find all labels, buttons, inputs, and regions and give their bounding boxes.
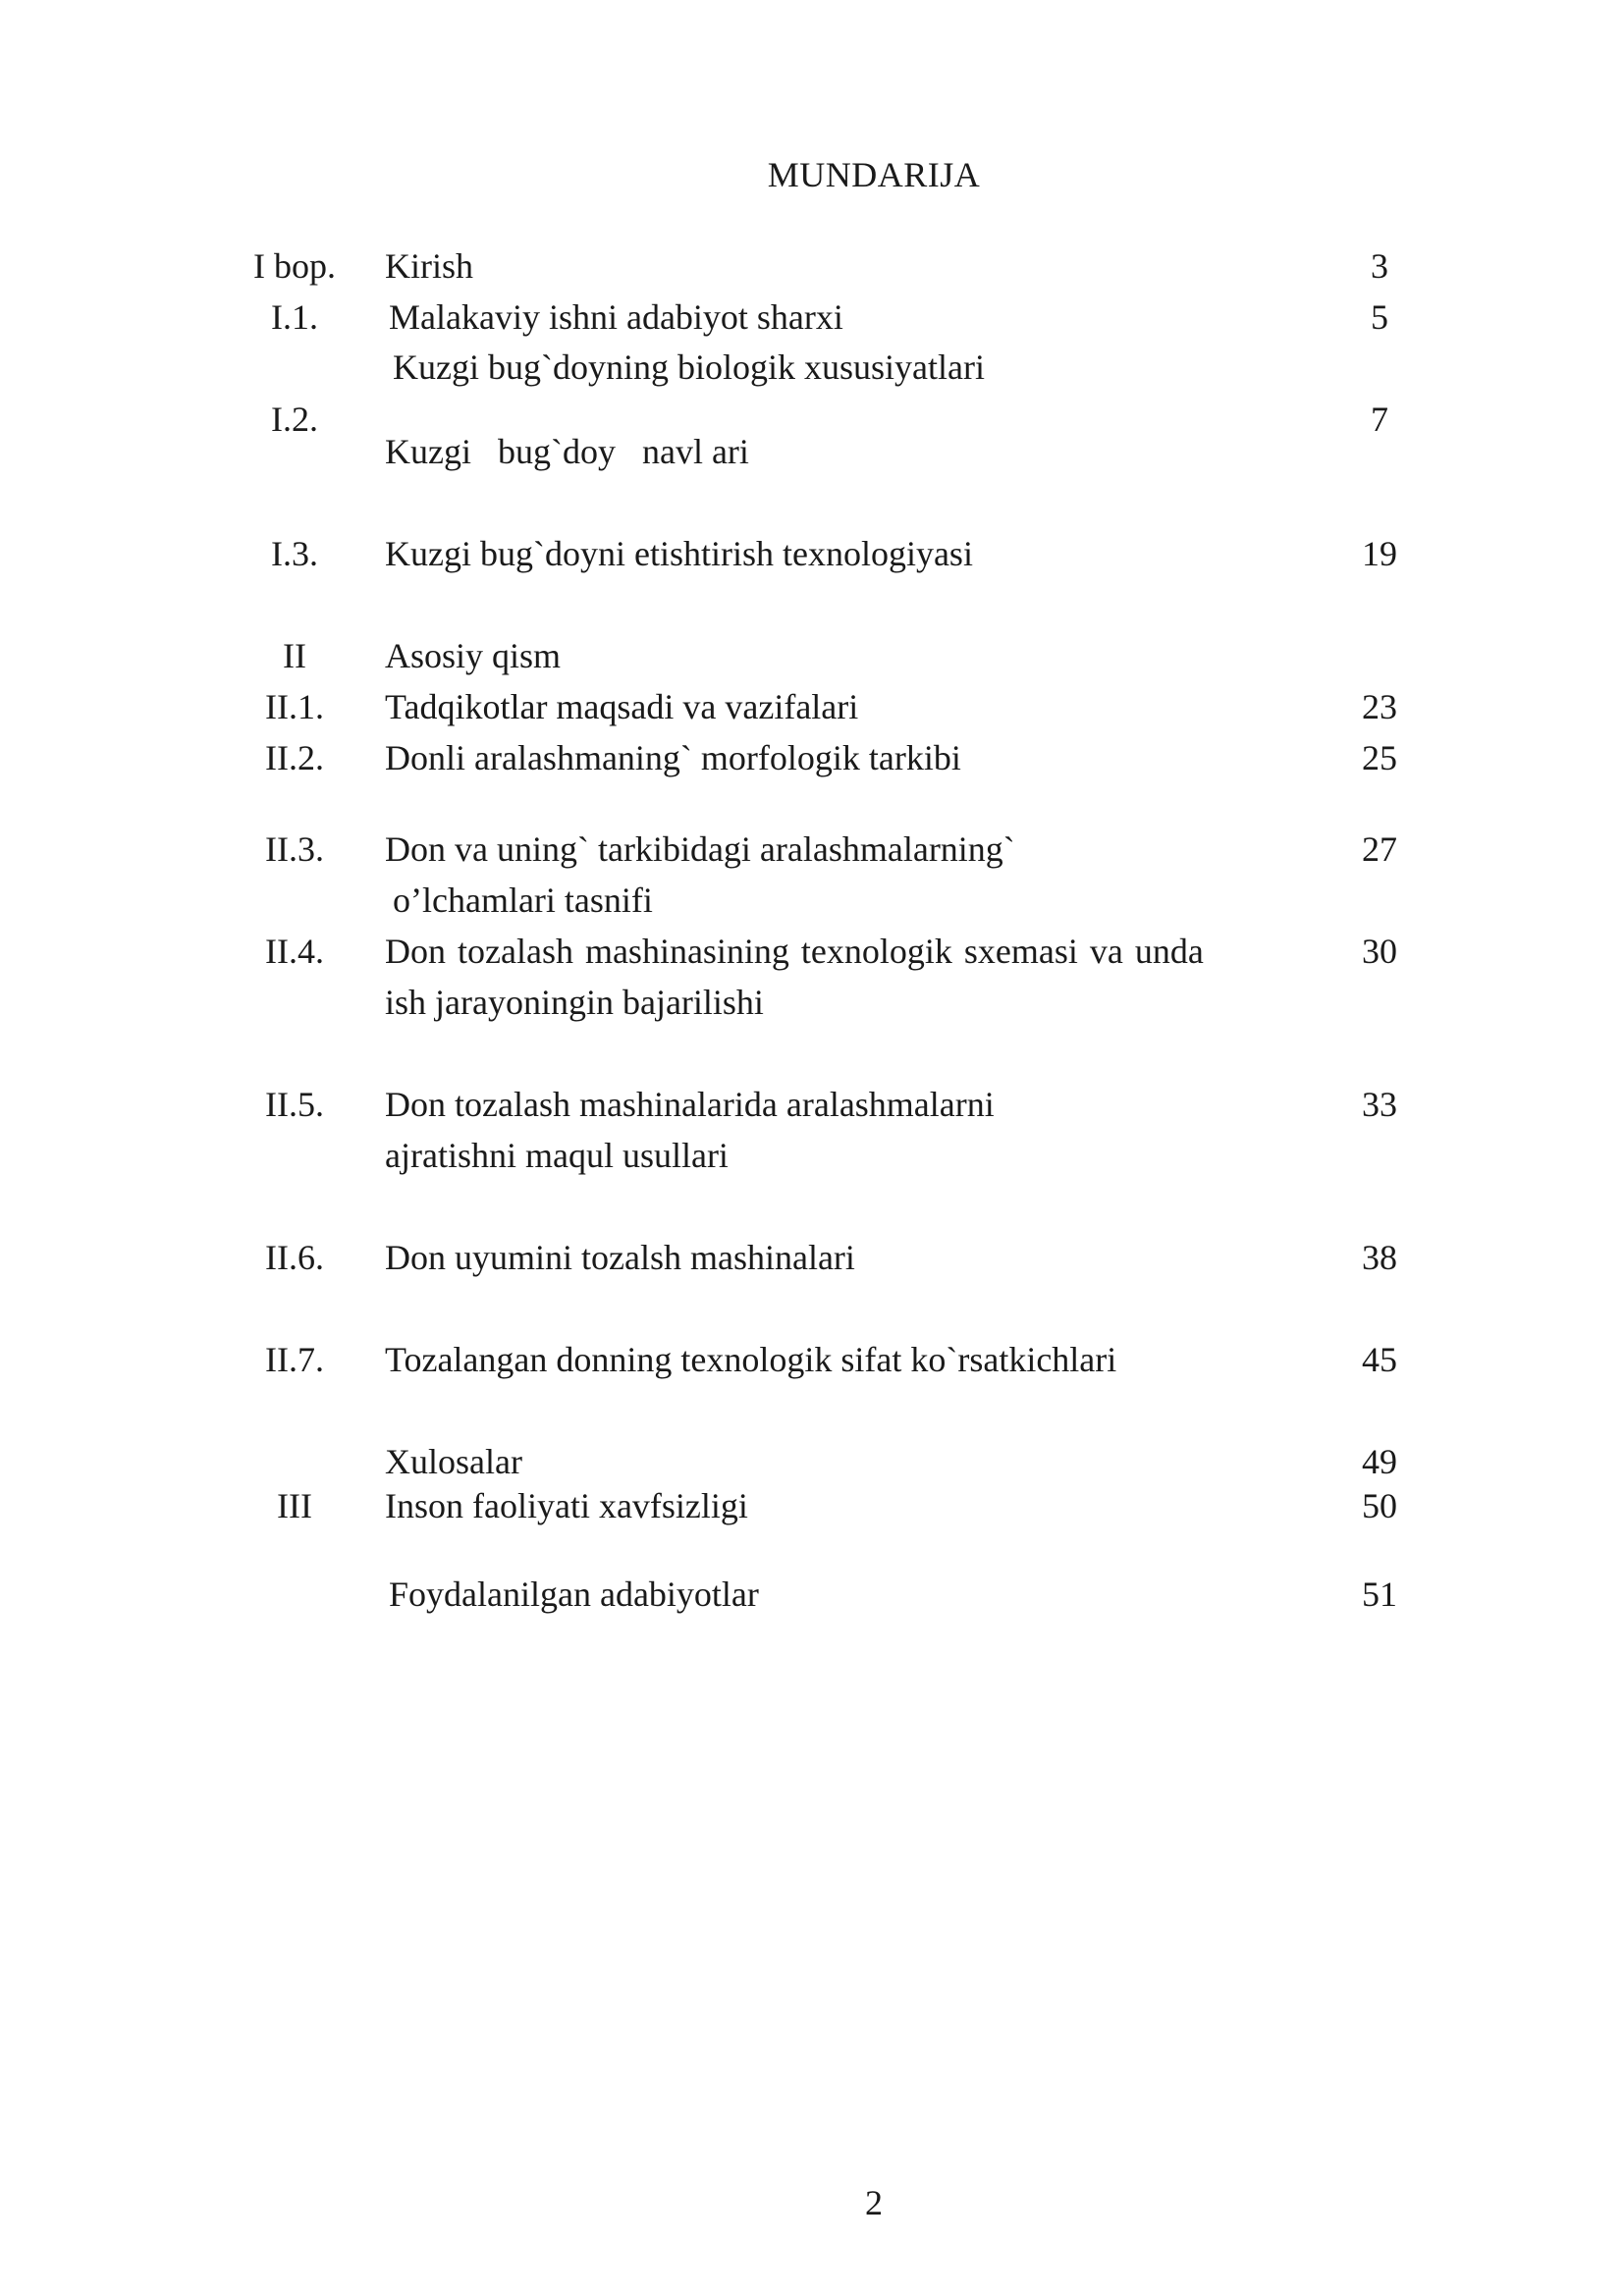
toc-entry-title: Malakaviy ishni adabiyot sharxi — [389, 297, 843, 337]
toc-entry-page: 51 — [1362, 1575, 1397, 1614]
toc-entry-title: Xulosalar — [385, 1442, 522, 1481]
toc-entry-title-line: Kuzgi bug`doy navl ari — [385, 432, 749, 471]
toc-entry-page: 3 — [1371, 246, 1388, 286]
toc-entry-number: II — [283, 636, 306, 675]
toc-entry-number: II.5. — [265, 1085, 324, 1124]
toc-entry-title: Foydalanilgan adabiyotlar — [389, 1575, 759, 1614]
toc-entry-number: I.3. — [271, 534, 318, 573]
toc-entry-title: Donli aralashmaning` morfologik tarkibi — [385, 738, 961, 777]
toc-entry-number: II.1. — [265, 687, 324, 726]
toc-entry-title: Kuzgi bug`doyni etishtirish texnologiyasi — [385, 534, 973, 573]
page-number: 2 — [865, 2183, 883, 2222]
toc-entry-title-line: ajratishni maqul usullari — [385, 1136, 729, 1175]
toc-entry-number: I bop. — [253, 246, 336, 286]
toc-entry-page: 33 — [1362, 1085, 1397, 1124]
toc-entry-page: 7 — [1371, 400, 1388, 439]
toc-entry-page: 25 — [1362, 738, 1397, 777]
toc-entry-number: II.7. — [265, 1340, 324, 1379]
toc-entry-page: 19 — [1362, 534, 1397, 573]
toc-entry-title: Asosiy qism — [385, 636, 562, 675]
toc-entry-title: Tozalangan donning texnologik sifat ko`rsatkichlari — [385, 1340, 1117, 1379]
toc-entry-page: 5 — [1371, 297, 1388, 337]
toc-entry-page: 45 — [1362, 1340, 1397, 1379]
toc-entry-page: 50 — [1362, 1486, 1397, 1525]
toc-entry-number: II.6. — [265, 1238, 324, 1277]
toc-entry-title-line: Don va uning` tarkibidagi aralashmalarning` — [385, 829, 1015, 869]
toc-entry-title-line: Kuzgi bug`doyning biologik xususiyatlari — [393, 347, 985, 387]
toc-entry-title-line: ish jarayoningin bajarilishi — [385, 983, 764, 1022]
toc-entry-page: 30 — [1362, 932, 1397, 971]
toc-entry-page: 23 — [1362, 687, 1397, 726]
toc-entry-page: 38 — [1362, 1238, 1397, 1277]
toc-entry-title-line: Don tozalash mashinalarida aralashmalarni — [385, 1085, 995, 1124]
toc-entry-number: I.1. — [271, 297, 318, 337]
toc-entry-title: Inson faoliyati xavfsizligi — [385, 1486, 748, 1525]
toc-entry-number: III — [277, 1486, 312, 1525]
toc-entry-title: Tadqikotlar maqsadi va vazifalari — [385, 687, 859, 726]
toc-entry-page: 49 — [1362, 1442, 1397, 1481]
toc-entry-title: Don uyumini tozalsh mashinalari — [385, 1238, 855, 1277]
toc-entry-page: 27 — [1362, 829, 1397, 869]
toc-entry-title: Kirish — [385, 246, 473, 286]
toc-entry-title-line: Don tozalash mashinasining texnologik sxemasi va unda — [385, 932, 1204, 971]
toc-entry-number: II.4. — [265, 932, 324, 971]
toc-entry-number: II.3. — [265, 829, 324, 869]
toc-entry-title-line: o’lchamlari tasnifi — [393, 881, 653, 920]
page-title: MUNDARIJA — [767, 155, 981, 194]
toc-entry-number: II.2. — [265, 738, 324, 777]
toc-entry-number: I.2. — [271, 400, 318, 439]
